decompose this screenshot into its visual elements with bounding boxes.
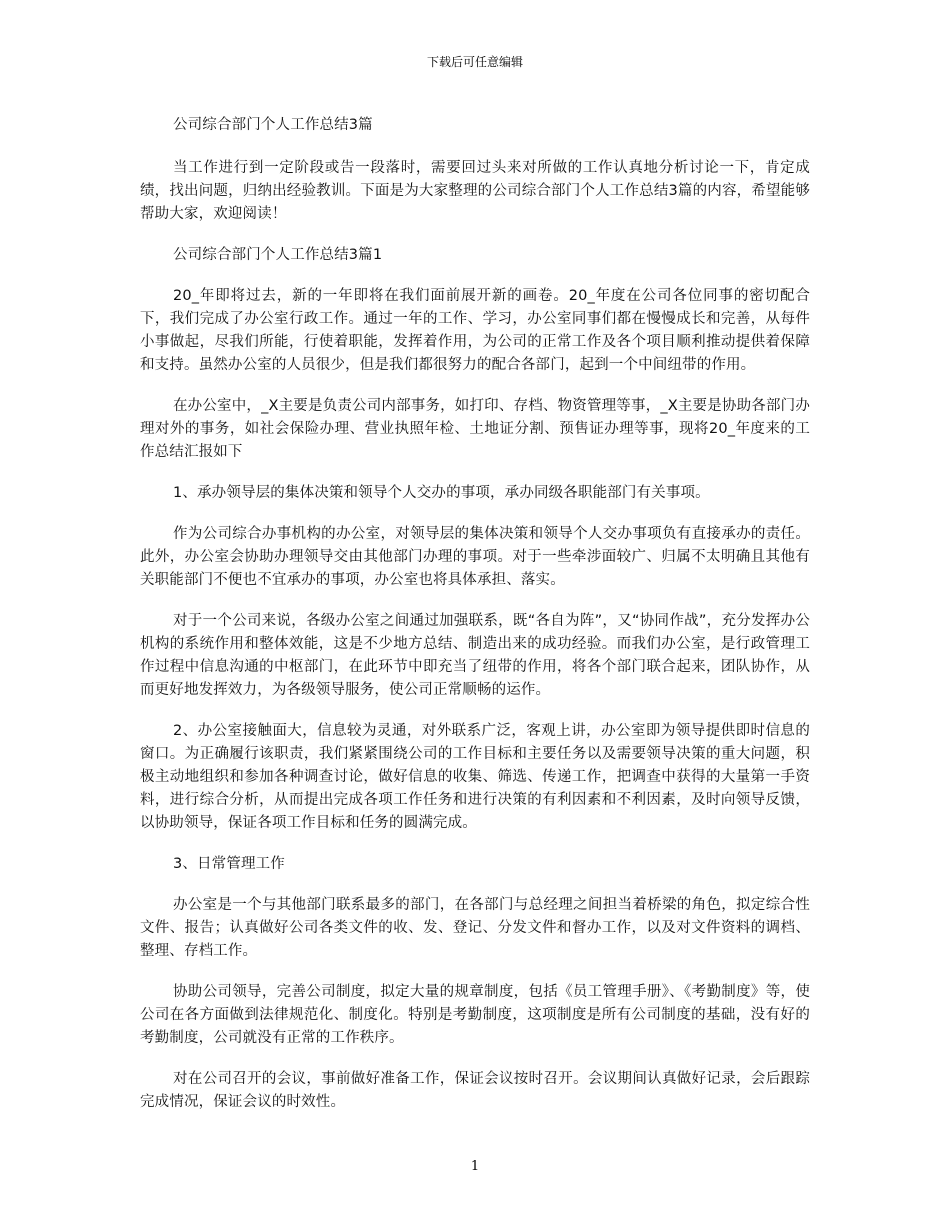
body-paragraph: 协助公司领导，完善公司制度，拟定大量的规章制度，包括《员工管理手册》、《考勤制度》等，使公司在各方面做到法律规范化、制度化。特别是考勤制度，这项制度是所有公司制度的基础，没有好的考勤制度，公司就没有正常的工作秩序。 <box>140 984 810 1046</box>
body-paragraph: 对在公司召开的会议，事前做好准备工作，保证会议按时召开。会议期间认真做好记录，会后跟踪完成情况，保证会议的时效性。 <box>140 1071 810 1110</box>
numbered-item-paragraph: 2、办公室接触面大，信息较为灵通，对外联系广泛，客观上讲，办公室即为领导提供即时信息的窗口。为正确履行该职责，我们紧紧围绕公司的工作目标和主要任务以及需要领导决策的重大问题，积极主动地组织和参加各种调查讨论，做好信息的收集、筛选、传递工作，把调查中获得的大量第一手资料，进行综合分析，从而提出完成各项工作任务和进行决策的有利因素和不利因素，及时向领导反馈，以协助领导，保证各项工作目标和任务的圆满完成。 <box>140 723 810 831</box>
body-paragraph: 对于一个公司来说，各级办公室之间通过加强联系，既“各自为阵”，又“协同作战”，充分发挥办公机构的系统作用和整体效能，这是不少地方总结、制造出来的成功经验。而我们办公室，是行政管理工作过程中信息沟通的中枢部门，在此环节中即充当了纽带的作用，将各个部门联合起来，团队协作，从而更好地发挥效力，为各级领导服务，使公司正常顺畅的运作。 <box>140 613 810 698</box>
numbered-item-heading: 3、日常管理工作 <box>173 856 285 872</box>
document-title: 公司综合部门个人工作总结3篇 <box>173 117 373 133</box>
section-heading: 公司综合部门个人工作总结3篇1 <box>173 247 383 263</box>
body-paragraph: 办公室是一个与其他部门联系最多的部门，在各部门与总经理之间担当着桥梁的角色，拟定综合性文件、报告；认真做好公司各类文件的收、发、登记、分发文件和督办工作，以及对文件资料的调档、整理、存档工作。 <box>140 897 810 959</box>
intro-paragraph: 当工作进行到一定阶段或告一段落时，需要回过头来对所做的工作认真地分析讨论一下，肯定成绩，找出问题，归纳出经验教训。下面是为大家整理的公司综合部门个人工作总结3篇的内容，希望能够帮助大家，欢迎阅读！ <box>140 160 810 222</box>
body-paragraph: 20_年即将过去，新的一年即将在我们面前展开新的画卷。20_年度在公司各位同事的密切配合下，我们完成了办公室行政工作。通过一年的工作、学习，办公室同事们都在慢慢成长和完善，从每件小事做起，尽我们所能，行使着职能，发挥着作用，为公司的正常工作及各个项目顺利推动提供着保障和支持。虽然办公室的人员很少，但是我们都很努力的配合各部门，起到一个中间纽带的作用。 <box>140 288 810 373</box>
document-body <box>140 114 810 1132</box>
numbered-item-heading: 1、承办领导层的集体决策和领导个人交办的事项，承办同级各职能部门有关事项。 <box>173 485 710 501</box>
body-paragraph: 在办公室中，_X主要是负责公司内部事务，如打印、存档、物资管理等事，_X主要是协助各部门办理对外的事务，如社会保险办理、营业执照年检、土地证分割、预售证办理等事，现将20_年度来的工作总结汇报如下 <box>140 398 810 460</box>
page-header-note: 下载后可任意编辑 <box>426 55 523 69</box>
page-number: 1 <box>470 1159 480 1174</box>
body-paragraph: 作为公司综合办事机构的办公室，对领导层的集体决策和领导个人交办事项负有直接承办的责任。此外，办公室会协助办理领导交由其他部门办理的事项。对于一些牵涉面较广、归属不太明确且其他有关职能部门不便也不宜承办的事项，办公室也将具体承担、落实。 <box>140 526 810 588</box>
